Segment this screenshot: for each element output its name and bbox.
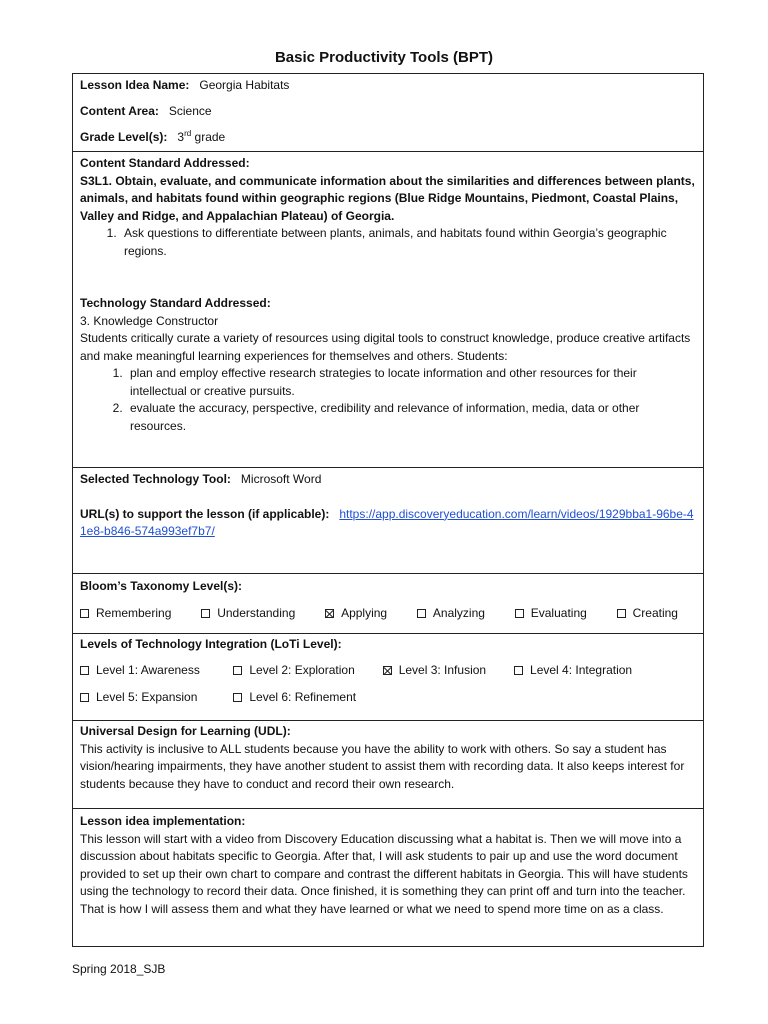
lesson-url-link[interactable]: https://app.discoveryeducation.com/learn/videos/1929bba1-96be-41e8-b846-574a993ef7b7/ xyxy=(80,506,694,538)
checkbox-icon xyxy=(80,609,89,618)
content-standard-text: S3L1. Obtain, evaluate, and communicate information about the similarities and differences between plants, animals, and habitats found within geographic regions (Blue Ridge Mountains, Piedmont, Coastal Plains, Valley and Ridge, and Appalachian Plateau) of Georgia. xyxy=(80,173,695,223)
blooms-option-label: Evaluating xyxy=(530,605,587,620)
content-standard-list xyxy=(80,225,696,260)
tech-tool-row xyxy=(80,471,696,489)
checkbox-icon xyxy=(515,609,524,618)
checkbox-icon xyxy=(417,609,426,618)
blooms-heading: Bloom’s Taxonomy Level(s): xyxy=(80,579,243,593)
grade-level-word: grade xyxy=(194,130,226,144)
content-standard-heading: Content Standard Addressed: xyxy=(80,156,250,170)
lesson-name-value: Georgia Habitats xyxy=(199,78,290,92)
tech-standard-subheading: 3. Knowledge Constructor xyxy=(80,313,219,328)
content-area-value: Science xyxy=(168,104,212,118)
lesson-name-label: Lesson Idea Name: xyxy=(80,78,190,92)
footer: Spring 2018_SJB xyxy=(72,962,166,976)
loti-section xyxy=(73,634,703,721)
udl-heading: Universal Design for Learning (UDL): xyxy=(80,724,291,738)
implementation-section xyxy=(73,809,703,946)
tech-standard-text: Students critically curate a variety of resources using digital tools to construct knowledge, produce creative artifacts and make meaningful learning experiences for themselves and others. Students: xyxy=(80,331,691,363)
loti-options-row-1 xyxy=(80,662,696,680)
technology-tool-section xyxy=(73,468,703,574)
loti-option-label: Level 2: Exploration xyxy=(249,662,355,677)
tech-standard-item: 1. plan and employ effective research strategies to locate information and other resources for their intellectual or creative pursuits. xyxy=(126,365,696,400)
grade-level-suffix: rd xyxy=(184,129,192,138)
checkbox-icon xyxy=(233,693,242,702)
blooms-option-applying[interactable] xyxy=(325,605,387,623)
blooms-option-label: Applying xyxy=(341,605,388,620)
implementation-heading: Lesson idea implementation: xyxy=(80,814,246,828)
loti-option-level-2[interactable] xyxy=(233,662,379,680)
blooms-option-label: Understanding xyxy=(217,605,296,620)
checkbox-icon xyxy=(80,693,89,702)
loti-option-level-6[interactable] xyxy=(233,689,356,707)
checkbox-icon xyxy=(80,666,89,675)
checked-checkbox-icon xyxy=(325,609,334,618)
page-title: Basic Productivity Tools (BPT) xyxy=(274,49,494,66)
tech-standard-heading: Technology Standard Addressed: xyxy=(80,296,271,310)
loti-heading: Levels of Technology Integration (LoTi Level): xyxy=(80,637,342,651)
udl-text: This activity is inclusive to ALL students because you have the ability to work with others. So say a student has vision/hearing impairments, they have another student to assist them with recording data. It also keeps interest for students because they have to conduct and record their own research. xyxy=(80,741,685,791)
lesson-plan-table xyxy=(72,73,704,947)
tech-tool-value: Microsoft Word xyxy=(240,472,322,486)
implementation-text: This lesson will start with a video from Discovery Education discussing what a habitat is. Then we will move into a discussion about habitats specific to Georgia. After that, I will ask students to pair up and use the word document provided to set up their own chart to compare and contrast the different habitats in Georgia. This will have students using the technology to record their data. Once finished, it is something they can print off and turn into the teacher. That is how I will assess them and what they have learned or what we need to spend more time on as a class. xyxy=(80,831,688,916)
tech-standard-item: 2. evaluate the accuracy, perspective, credibility and relevance of information, media, data or other resources. xyxy=(126,400,696,435)
checkbox-icon xyxy=(514,666,523,675)
loti-option-level-4[interactable] xyxy=(514,662,632,680)
blooms-option-remembering[interactable] xyxy=(80,605,171,623)
checkbox-icon xyxy=(617,609,626,618)
content-standard-item: 1. Ask questions to differentiate between plants, animals, and habitats found within Georgia’s geographic regions. xyxy=(120,225,696,260)
blooms-option-evaluating[interactable] xyxy=(515,605,587,623)
grade-level-label: Grade Level(s): xyxy=(80,130,168,144)
lesson-name-row xyxy=(80,77,696,103)
checkbox-icon xyxy=(201,609,210,618)
loti-option-label: Level 6: Refinement xyxy=(249,690,357,704)
tech-standard-list xyxy=(80,365,696,435)
blooms-section xyxy=(73,574,703,634)
blooms-option-understanding[interactable] xyxy=(201,605,295,623)
checked-checkbox-icon xyxy=(383,666,392,675)
content-area-label: Content Area: xyxy=(80,104,159,118)
content-area-row xyxy=(80,103,696,129)
checkbox-icon xyxy=(233,666,242,675)
grade-level-number: 3 xyxy=(177,130,185,144)
tech-tool-label: Selected Technology Tool: xyxy=(80,472,231,486)
lesson-info-section xyxy=(73,74,703,152)
blooms-option-analyzing[interactable] xyxy=(417,605,485,623)
udl-section xyxy=(73,721,703,809)
loti-option-label: Level 5: Expansion xyxy=(96,690,198,704)
blooms-option-creating[interactable] xyxy=(617,605,678,623)
loti-options-row-2 xyxy=(80,689,696,707)
standards-section xyxy=(73,152,703,468)
loti-option-label: Level 4: Integration xyxy=(530,662,633,677)
blooms-option-label: Analyzing xyxy=(432,605,485,620)
grade-level-row xyxy=(80,129,696,147)
url-row xyxy=(80,506,696,541)
loti-option-level-5[interactable] xyxy=(80,689,230,707)
blooms-options xyxy=(80,605,696,623)
blooms-option-label: Creating xyxy=(632,605,678,620)
loti-option-label: Level 1: Awareness xyxy=(96,662,200,677)
loti-option-level-1[interactable] xyxy=(80,662,230,680)
loti-option-label: Level 3: Infusion xyxy=(398,662,487,677)
blooms-option-label: Remembering xyxy=(96,605,172,620)
loti-option-level-3[interactable] xyxy=(383,662,511,680)
url-label: URL(s) to support the lesson (if applicable): xyxy=(80,506,330,521)
